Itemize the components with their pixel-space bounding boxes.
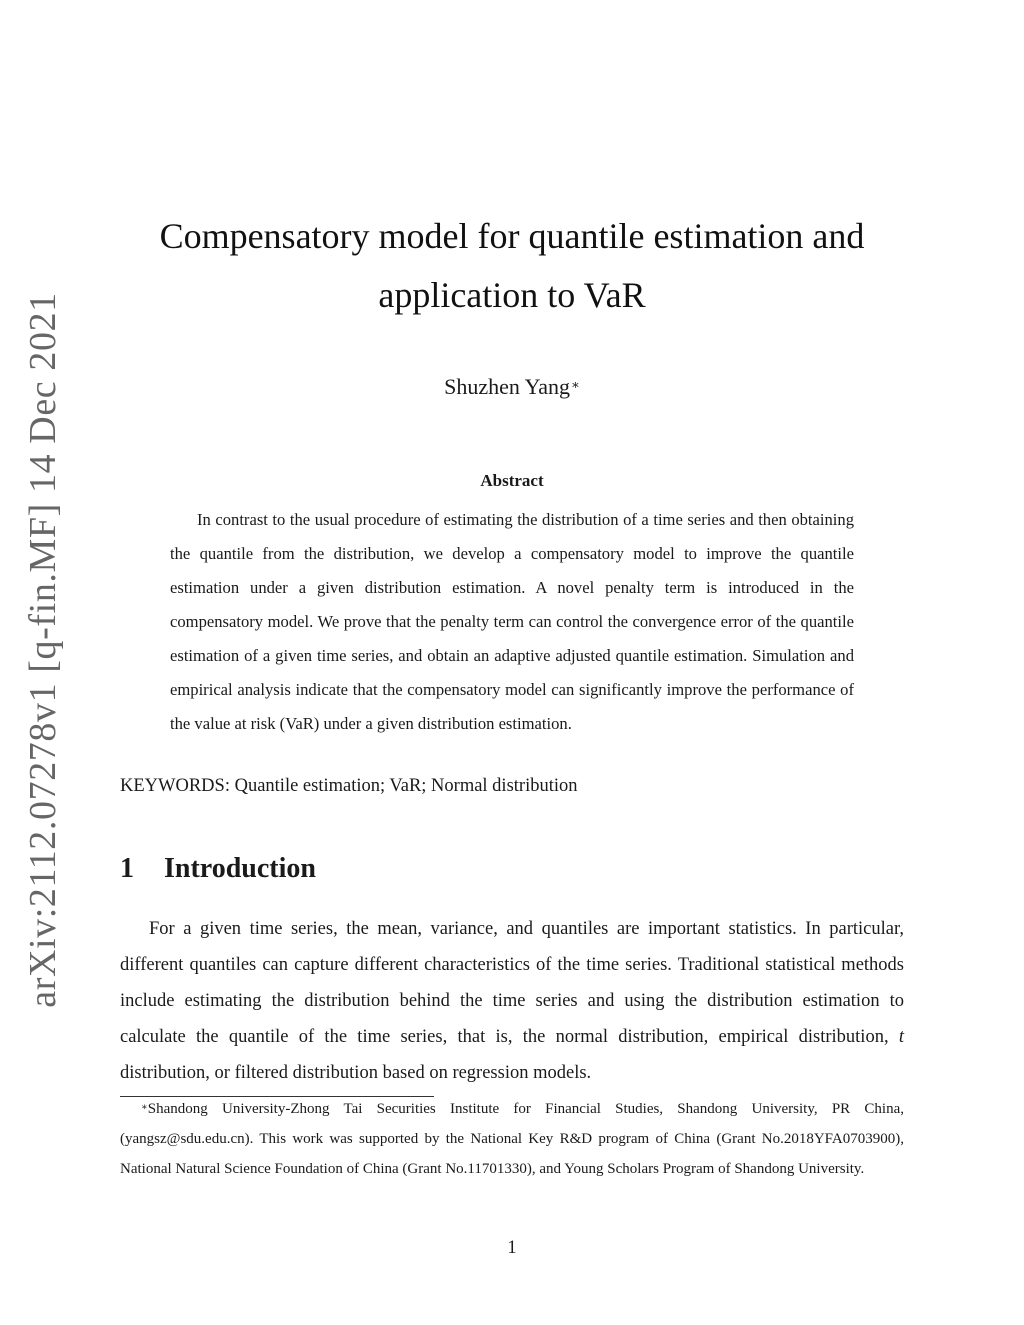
author-name: Shuzhen Yang: [444, 374, 571, 399]
keywords-line: KEYWORDS: Quantile estimation; VaR; Normal distribution: [120, 776, 578, 796]
footnote: [120, 1094, 904, 1184]
paper-title: Compensatory model for quantile estimation and application to VaR: [159, 216, 865, 315]
author-line: [120, 372, 904, 402]
footnote-text: Shandong University-Zhong Tai Securities Institute for Financial Studies, Shandong University, PR China, (yangsz@sdu.edu.cn). This work was supported by the National Key R&D program of China (Grant No.2018YFA0703900), National Natural Science Foundation of China (Grant No.11701330), and Young Scholars Program of Shandong University.: [120, 1101, 904, 1177]
arxiv-identifier-stamp: [8, 292, 78, 1008]
intro-text-part2: distribution, or filtered distribution based on regression models.: [120, 1063, 592, 1083]
footnote-mark: ∗: [141, 1102, 148, 1113]
abstract-text: In contrast to the usual procedure of estimating the distribution of a time series and then obtaining the quantile from the distribution, we develop a compensatory model to improve the quantile estimation under a given distribution estimation. A novel penalty term is introduced in the compensatory model. We prove that the penalty term can control the convergence error of the quantile estimation of a given time series, and obtain an adaptive adjusted quantile estimation. Simulation and empirical analysis indicate that the compensatory model can significantly improve the performance of the value at risk (VaR) under a given distribution estimation.: [170, 510, 854, 733]
page-number: 1: [507, 1238, 517, 1258]
section-title: Introduction: [164, 853, 316, 884]
abstract-heading: Abstract: [480, 471, 544, 490]
arxiv-identifier-text: arXiv:2112.07278v1 [q-fin.MF] 14 Dec 2021: [22, 292, 65, 1008]
section-heading-introduction: [120, 849, 316, 889]
introduction-paragraph: [120, 911, 904, 1091]
author-footnote-mark: ∗: [571, 377, 580, 392]
section-number: 1: [120, 853, 134, 884]
intro-text-italic-t: t: [898, 1027, 904, 1047]
intro-text-part1: For a given time series, the mean, variance, and quantiles are important statistics. In particular, different quantiles can capture different characteristics of the time series. Traditional statistical methods include estimating the distribution behind the time series and using the distribution estimation to calculate the quantile of the time series, that is, the normal distribution, empirical distribution,: [120, 919, 904, 1047]
